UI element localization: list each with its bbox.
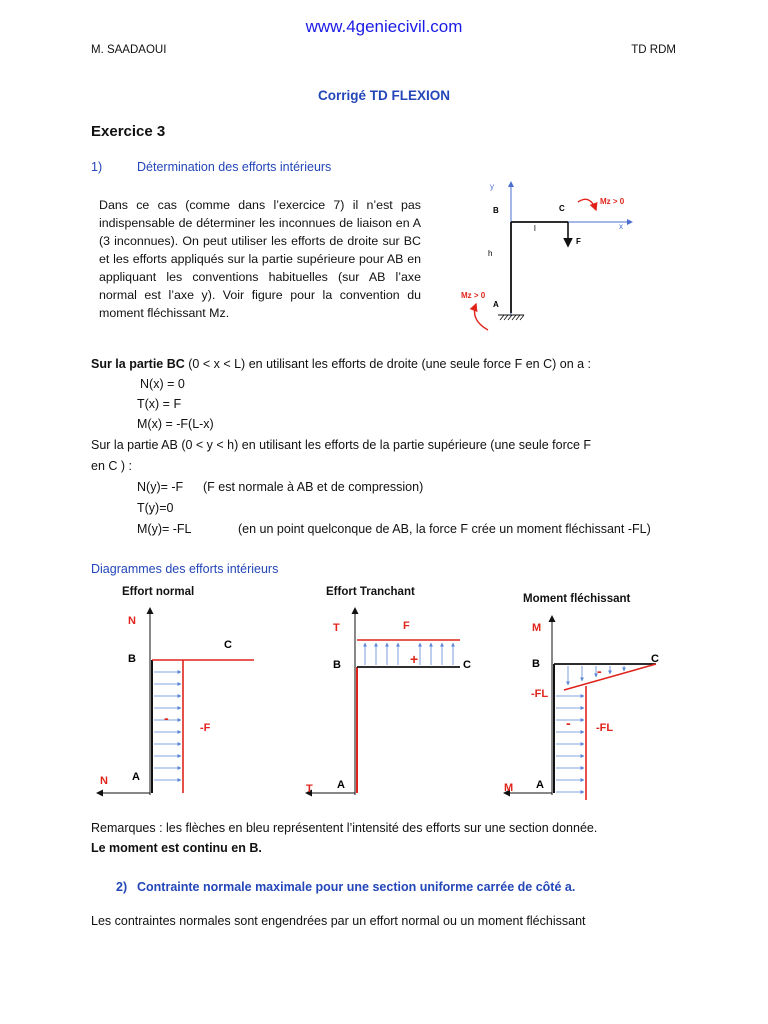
moment-diagram-title: Moment fléchissant	[523, 593, 631, 605]
shear-arrows	[365, 643, 453, 665]
shear-horizontal-axis-label: T	[306, 783, 313, 795]
shear-point-a: A	[337, 779, 345, 791]
moment-horizontal-axis-label: M	[504, 782, 514, 794]
normal-sign: -	[164, 710, 169, 726]
point-c-label: C	[559, 204, 565, 213]
moment-sign-col: -	[566, 715, 571, 731]
normal-axis-label: N	[128, 615, 136, 627]
shear-sign: +	[410, 651, 419, 667]
site-url[interactable]: www.4geniecivil.com	[305, 17, 463, 36]
intro-paragraph: Dans ce cas (comme dans l’exercice 7) il n’est pas indispensable de déterminer les inconnues de liaison en A (3 inconnues). On peut utiliser les efforts de droite sur BC et les efforts appliqués sur la partie supérieure pour AB en appliquant les conventions habituelles (sur AB l’axe normal est l’axe y). Voir figure pour la convention du moment fléchissant Mz.	[99, 198, 421, 320]
normal-horizontal-axis-label: N	[100, 775, 108, 787]
page-title: Corrigé TD FLEXION	[317, 88, 450, 103]
section-2-number: 2)	[116, 880, 128, 894]
moment-column-arrows	[556, 696, 584, 792]
remarks-line-2: Le moment est continu en B.	[91, 841, 262, 855]
ab-shear-eq: T(y)=0	[137, 501, 174, 515]
force-label: F	[576, 237, 581, 246]
shear-value-label: F	[403, 620, 410, 632]
section-1-number: 1)	[91, 160, 103, 174]
ab-normal-note: (F est normale à AB et de compression)	[203, 480, 424, 494]
exercise-heading: Exercice 3	[91, 123, 166, 140]
author-name: M. SAADAOUI	[91, 44, 167, 56]
point-b-label: B	[493, 206, 499, 215]
moment-point-a: A	[536, 779, 544, 791]
shear-diagram-title: Effort Tranchant	[326, 586, 415, 598]
x-axis-label: x	[619, 222, 623, 231]
moment-axis-label: M	[532, 622, 542, 634]
moment-point-b: B	[532, 658, 540, 670]
moment-top-arrow	[578, 199, 596, 210]
moment-value-top-label: -FL	[531, 688, 549, 700]
height-label: h	[488, 249, 493, 258]
moment-point-c: C	[651, 653, 659, 665]
ab-lead-line-1: Sur la partie AB (0 < y < h) en utilisant les efforts de la partie supérieure (une seule force F	[91, 438, 592, 452]
bending-moment-diagram	[504, 616, 659, 800]
course-name: TD RDM	[631, 44, 676, 56]
shear-force-diagram	[306, 608, 471, 795]
shear-axis-label: T	[333, 622, 340, 634]
diagrams-heading: Diagrammes des efforts intérieurs	[91, 562, 279, 576]
normal-point-c: C	[224, 639, 232, 651]
normal-force-diagram	[97, 608, 254, 795]
section-2-title: Contrainte normale maximale pour une section uniforme carrée de côté a.	[137, 880, 576, 894]
normal-diagram-title: Effort normal	[122, 586, 195, 598]
moment-bottom-label: Mz > 0	[461, 291, 486, 300]
normal-point-b: B	[128, 653, 136, 665]
shear-point-c: C	[463, 659, 471, 671]
section-1-title: Détermination des efforts intérieurs	[137, 160, 332, 174]
ab-moment-eq: M(y)= -FL	[137, 522, 192, 536]
ab-lead-line-2: en C ) :	[91, 459, 132, 473]
bc-normal-eq: N(x) = 0	[140, 377, 185, 391]
moment-top-label: Mz > 0	[600, 197, 625, 206]
remarks-line-1: Remarques : les flèches en bleu représentent l’intensité des efforts sur une section donnée.	[91, 821, 598, 835]
bc-shear-eq: T(x) = F	[137, 397, 182, 411]
last-line: Les contraintes normales sont engendrées par un effort normal ou un moment fléchissant	[91, 914, 586, 928]
bc-moment-eq: M(x) = -F(L-x)	[137, 417, 214, 431]
bc-lead	[91, 357, 591, 371]
frame-figure	[440, 176, 660, 336]
moment-value-col-label: -FL	[596, 722, 614, 734]
length-label: l	[534, 224, 536, 233]
y-axis-label: y	[490, 182, 494, 191]
normal-value-label: -F	[200, 722, 211, 734]
bc-lead-bold: Sur la partie BC	[91, 357, 185, 371]
ab-normal-eq: N(y)= -F	[137, 480, 184, 494]
moment-sign-top: -	[597, 663, 602, 679]
moment-bottom-arrow	[475, 304, 489, 330]
normal-point-a: A	[132, 771, 140, 783]
shear-point-b: B	[333, 659, 341, 671]
internal-forces-diagrams	[0, 600, 768, 810]
bc-lead-rest: (0 < x < L) en utilisant les efforts de droite (une seule force F en C) on a :	[184, 357, 592, 371]
ab-moment-note: (en un point quelconque de AB, la force F crée un moment fléchissant -FL)	[238, 522, 651, 536]
normal-arrows	[154, 672, 181, 780]
point-a-label: A	[493, 300, 499, 309]
support-hatch	[500, 315, 524, 320]
